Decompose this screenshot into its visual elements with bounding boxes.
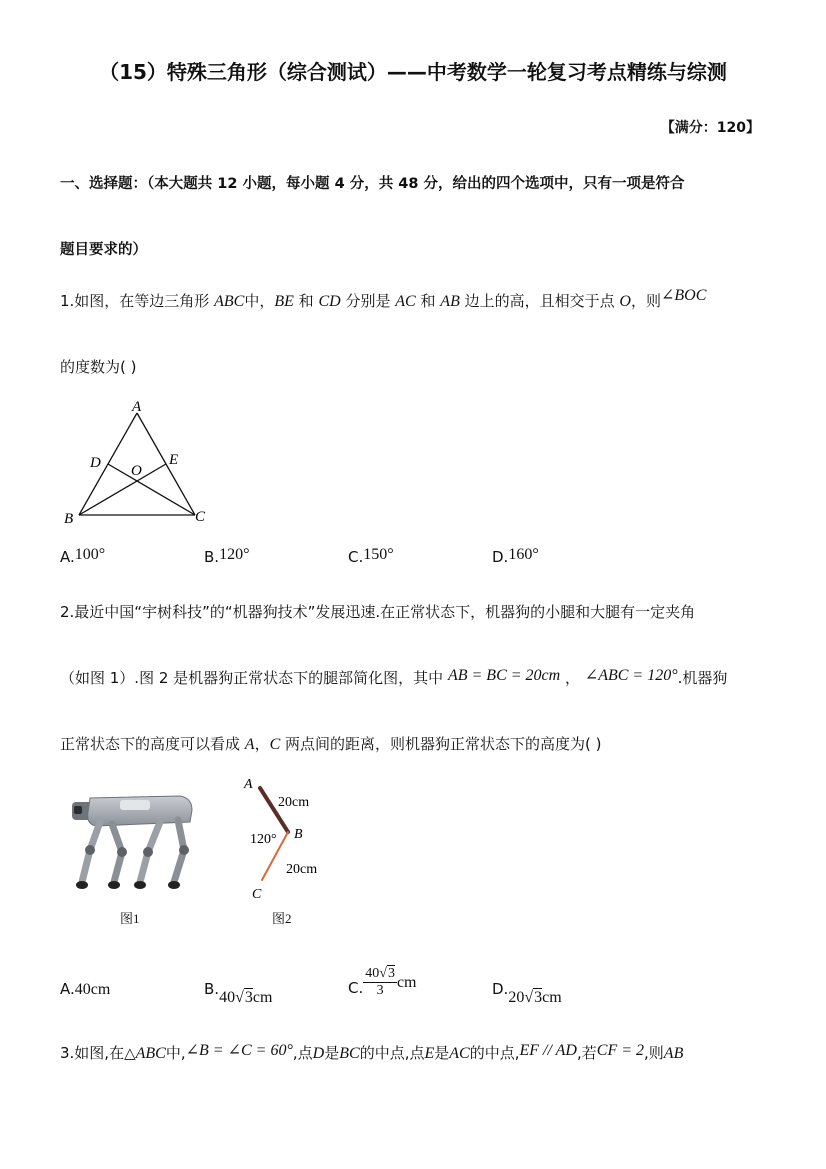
- q2-stem-line3: [60, 733, 602, 754]
- robot-dog-image: [60, 778, 200, 898]
- q2-text: 正常状态下的高度可以看成: [60, 735, 241, 753]
- option-letter: A.: [60, 980, 75, 998]
- q2-text: 两点间的距离，则机器狗正常状态下的高度为( ): [285, 735, 602, 753]
- option-value: 160°: [508, 546, 539, 563]
- q3-text: ,则: [644, 1044, 664, 1062]
- q3-text: 3.如图,在△: [60, 1044, 136, 1062]
- q1-be: BE: [274, 293, 294, 310]
- option-value: 120°: [219, 546, 250, 563]
- q1-stem-line2: 的度数为( ): [60, 358, 137, 376]
- section-heading-cont: 题目要求的）: [60, 242, 147, 258]
- q3-text: 中,: [165, 1044, 186, 1062]
- q1-cd: CD: [318, 293, 341, 310]
- q2-text: .机器狗: [677, 669, 728, 687]
- option-unit: cm: [542, 989, 562, 1006]
- fraction-denominator: 3: [376, 983, 384, 998]
- q3-bc: BC: [339, 1045, 360, 1062]
- section-heading: 一、选择题：（本大题共 12 小题，每小题 4 分，共 48 分，给出的四个选项中，只有一项是符合: [60, 176, 685, 192]
- option-value: 40cm: [74, 981, 111, 998]
- q2-text: ，: [564, 669, 580, 687]
- q3-eq-parallel: EF // AD: [519, 1042, 577, 1059]
- q1-abc: ABC: [214, 293, 245, 310]
- q1-ac: AC: [395, 293, 416, 310]
- length-ab: 20cm: [278, 795, 310, 810]
- q1-text: 和: [298, 292, 314, 310]
- q3-stem: [60, 1042, 683, 1063]
- option-coef: 40: [219, 989, 236, 1006]
- q1-triangle-figure: [60, 395, 220, 530]
- option-unit: cm: [252, 989, 273, 1006]
- q2-text: （如图 1）.图 2 是机器狗正常状态下的腿部简化图，其中: [60, 669, 444, 687]
- q3-eq-cf: CF = 2: [596, 1042, 645, 1059]
- q3-d: D: [312, 1045, 325, 1062]
- q2-a: A: [244, 736, 255, 753]
- option-letter: B.: [204, 980, 220, 998]
- leg-diagram-figure: [240, 772, 350, 902]
- option-letter: C.: [348, 548, 364, 566]
- q2-stem-line1: 2.最近中国“宇树科技”的“机器狗技术”发展迅速.在正常状态下，机器狗的小腿和大腿有一定夹角: [60, 603, 696, 621]
- label-b: B: [64, 511, 74, 527]
- label-e: E: [169, 452, 179, 468]
- q3-abc: ABC: [135, 1045, 166, 1062]
- label-d: D: [90, 455, 101, 471]
- full-score: 【满分：120】: [660, 120, 760, 136]
- q1-option-b[interactable]: [204, 548, 249, 567]
- q1-text: 分别是: [345, 292, 391, 310]
- q1-text: ，则: [630, 292, 661, 310]
- fraction-coef: 40: [365, 966, 380, 981]
- figure-2-caption: 图2: [272, 911, 292, 926]
- label-c: C: [195, 509, 206, 525]
- q1-o: O: [619, 293, 631, 310]
- q3-e: E: [424, 1045, 435, 1062]
- q1-option-d[interactable]: [492, 548, 539, 567]
- option-letter: D.: [492, 980, 509, 998]
- q3-text: 的中点,: [469, 1044, 520, 1062]
- q2-text: ，: [254, 735, 270, 753]
- q1-text: 1.如图，在等边三角形: [60, 292, 210, 310]
- q3-text: 是: [324, 1044, 340, 1062]
- q2-c: C: [269, 736, 281, 753]
- option-letter: D.: [492, 548, 509, 566]
- q1-stem: [60, 287, 707, 311]
- label-b: B: [294, 827, 303, 842]
- option-letter: C.: [348, 979, 364, 997]
- label-a: A: [132, 399, 142, 415]
- q2-option-c[interactable]: [348, 966, 416, 999]
- option-fraction: $\frac{40√3}{3}$: [365, 966, 395, 998]
- option-value: 100°: [74, 546, 106, 563]
- q1-text: 边上的高，且相交于点: [464, 292, 615, 310]
- q3-text: 是: [434, 1044, 450, 1062]
- angle-label: 120°: [250, 832, 277, 847]
- q1-angle: ∠BOC: [661, 287, 707, 304]
- label-a: A: [244, 777, 253, 792]
- length-bc: 20cm: [286, 862, 318, 877]
- q1-option-c[interactable]: [348, 548, 394, 567]
- figure-1-caption: 图1: [120, 911, 140, 926]
- q3-ac: AC: [449, 1045, 470, 1062]
- q2-eq-angle: ∠ABC = 120°: [584, 667, 678, 684]
- q3-text: ,若: [576, 1044, 597, 1062]
- altitude-cd: [108, 464, 195, 515]
- q2-option-a[interactable]: [60, 980, 110, 999]
- q3-text: 的中点,点: [359, 1044, 425, 1062]
- q1-text: 中，: [244, 292, 275, 310]
- option-radicand: 3: [244, 989, 253, 1006]
- option-value: 150°: [363, 546, 394, 563]
- q2-option-b[interactable]: B.40√3cm: [204, 980, 273, 1006]
- option-coef: 20: [508, 989, 525, 1006]
- q1-ab: AB: [440, 293, 460, 310]
- q2-stem-line2: [60, 667, 727, 688]
- q3-ab: AB: [663, 1045, 684, 1062]
- q2-option-d[interactable]: D.20√3cm: [492, 980, 562, 1006]
- option-letter: B.: [204, 548, 220, 566]
- fraction-radicand: 3: [387, 966, 395, 981]
- label-c: C: [252, 887, 262, 902]
- option-radicand: 3: [534, 989, 543, 1006]
- option-letter: A.: [60, 548, 75, 566]
- altitude-be: [79, 464, 166, 515]
- q1-text: 和: [420, 292, 436, 310]
- q3-eq-angles: ∠B = ∠C = 60°: [185, 1042, 293, 1059]
- option-unit: cm: [396, 974, 417, 991]
- label-o: O: [131, 463, 142, 479]
- q3-text: ,点: [292, 1044, 313, 1062]
- q2-eq-ab-bc: AB = BC = 20cm: [447, 667, 561, 684]
- q1-option-a[interactable]: [60, 548, 105, 567]
- page-title: （15）特殊三角形（综合测试）——中考数学一轮复习考点精练与综测: [99, 60, 727, 84]
